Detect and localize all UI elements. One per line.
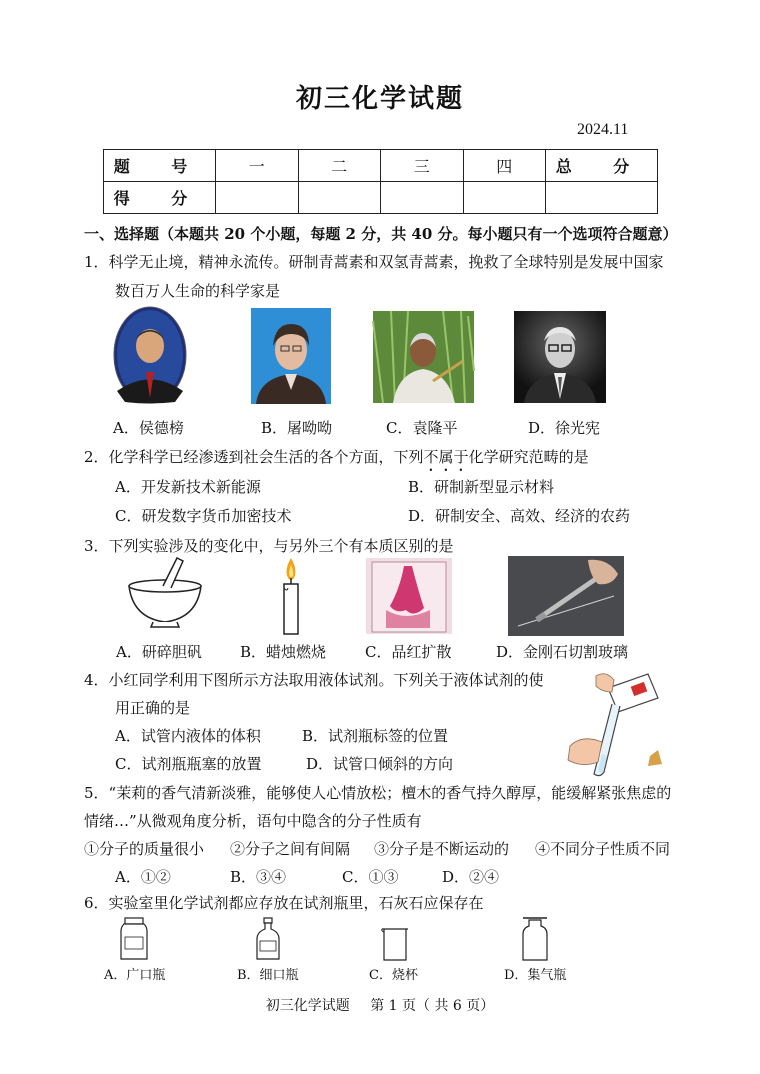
q4-option-b: B．试剂瓶标签的位置 bbox=[302, 727, 449, 745]
q2-stem-post: 化学研究范畴的是 bbox=[468, 448, 589, 466]
q5-statement-2: ②分子之间有间隔 bbox=[230, 840, 351, 858]
page-title: 初三化学试题 bbox=[295, 84, 464, 114]
score-table-col-total: 总 分 bbox=[546, 150, 658, 182]
score-table-col-3: 三 bbox=[381, 150, 464, 182]
q4-stem-line2: 用正确的是 bbox=[115, 699, 191, 717]
diamond-glass-cutter-image bbox=[508, 556, 624, 636]
q1-option-c: C．袁隆平 bbox=[386, 419, 458, 437]
q5-option-a: A．①② bbox=[115, 868, 171, 886]
score-table-label-score: 得 分 bbox=[104, 182, 216, 214]
magenta-diffusion-image bbox=[366, 558, 452, 634]
q2-stem-pre: 2．化学科学已经渗透到社会生活的各个方面，下列 bbox=[84, 448, 424, 466]
score-table bbox=[103, 149, 658, 214]
q1-option-a: A．侯德榜 bbox=[113, 419, 184, 437]
q1-option-d: D．徐光宪 bbox=[528, 419, 601, 437]
portrait-yuan-longping bbox=[373, 311, 474, 403]
portrait-xu-guangxian bbox=[514, 311, 606, 403]
gas-collecting-bottle-image bbox=[521, 916, 549, 962]
score-cell bbox=[216, 182, 299, 214]
q2-option-b: B．研制新型显示材料 bbox=[408, 478, 555, 496]
q3-option-d: D．金刚石切割玻璃 bbox=[496, 643, 629, 661]
q4-option-c: C．试剂瓶瓶塞的放置 bbox=[115, 755, 262, 773]
q2-option-a: A．开发新技术新能源 bbox=[115, 478, 261, 496]
burning-candle-image bbox=[280, 556, 302, 636]
q4-stem-line1: 4．小红同学利用下图所示方法取用液体试剂。下列关于液体试剂的使 bbox=[84, 671, 544, 689]
q1-option-b: B．屠呦呦 bbox=[261, 419, 333, 437]
q6-option-d: D．集气瓶 bbox=[504, 968, 567, 983]
pouring-liquid-image bbox=[562, 668, 666, 780]
q2-stem-emphasis: 不属于 bbox=[423, 448, 469, 466]
q5-statement-4: ④不同分子性质不同 bbox=[535, 840, 671, 858]
score-table-col-2: 二 bbox=[298, 150, 381, 182]
wide-mouth-bottle-image bbox=[120, 917, 148, 961]
q5-stem-line1: 5．“茉莉的香气清新淡雅，能够使人心情放松；檀木的香气持久醇厚，能缓解紧张焦虑的 bbox=[84, 784, 672, 802]
q1-stem-line1: 1．科学无止境，精神永流传。研制青蒿素和双氢青蒿素，挽救了全球特别是发展中国家 bbox=[84, 253, 664, 271]
q5-option-d: D．②④ bbox=[442, 868, 500, 886]
q3-option-b: B．蜡烛燃烧 bbox=[240, 643, 327, 661]
mortar-pestle-image bbox=[125, 556, 205, 628]
q6-option-a: A．广口瓶 bbox=[104, 968, 166, 983]
exam-date: 2024.11 bbox=[577, 121, 629, 138]
q6-stem: 6．实验室里化学试剂都应存放在试剂瓶里，石灰石应保存在 bbox=[84, 894, 484, 912]
q2-option-d: D．研制安全、高效、经济的农药 bbox=[408, 507, 631, 525]
q3-stem: 3．下列实验涉及的变化中，与另外三个有本质区别的是 bbox=[84, 537, 454, 555]
q2-stem bbox=[84, 446, 589, 475]
score-cell bbox=[298, 182, 381, 214]
q4-option-d: D．试管口倾斜的方向 bbox=[306, 755, 454, 773]
q3-option-a: A．研碎胆矾 bbox=[116, 643, 202, 661]
q5-stem-line2: 情绪…”从微观角度分析，语句中隐含的分子性质有 bbox=[84, 812, 422, 830]
q6-option-c: C．烧杯 bbox=[369, 968, 418, 983]
page-footer bbox=[0, 995, 760, 1015]
q5-statement-1: ①分子的质量很小 bbox=[84, 840, 205, 858]
footer-page-number: 第 1 页（ 共 6 页） bbox=[370, 998, 495, 1014]
q5-statement-3: ③分子是不断运动的 bbox=[374, 840, 510, 858]
score-cell bbox=[463, 182, 546, 214]
footer-subject: 初三化学试题 bbox=[265, 998, 350, 1014]
q5-option-c: C．①③ bbox=[342, 868, 399, 886]
q3-option-c: C．品红扩散 bbox=[365, 643, 452, 661]
score-table-header-row bbox=[104, 150, 658, 182]
score-table-score-row bbox=[104, 182, 658, 214]
q2-option-c: C．研发数字货币加密技术 bbox=[115, 507, 292, 525]
q1-stem-line2: 数百万人生命的科学家是 bbox=[115, 282, 281, 300]
score-cell bbox=[381, 182, 464, 214]
q4-option-a: A．试管内液体的体积 bbox=[115, 727, 261, 745]
beaker-image bbox=[381, 927, 409, 961]
portrait-tu-youyou bbox=[251, 308, 331, 404]
narrow-mouth-bottle-image bbox=[256, 917, 280, 961]
portrait-hou-debang bbox=[113, 306, 187, 404]
q6-option-b: B．细口瓶 bbox=[237, 968, 299, 983]
score-cell bbox=[546, 182, 658, 214]
score-table-label-question: 题 号 bbox=[104, 150, 216, 182]
score-table-col-4: 四 bbox=[463, 150, 546, 182]
score-table-col-1: 一 bbox=[216, 150, 299, 182]
q5-option-b: B．③④ bbox=[230, 868, 287, 886]
section-heading: 一、选择题（本题共 20 个小题，每题 2 分，共 40 分。每小题只有一个选项符合题意） bbox=[84, 225, 678, 243]
